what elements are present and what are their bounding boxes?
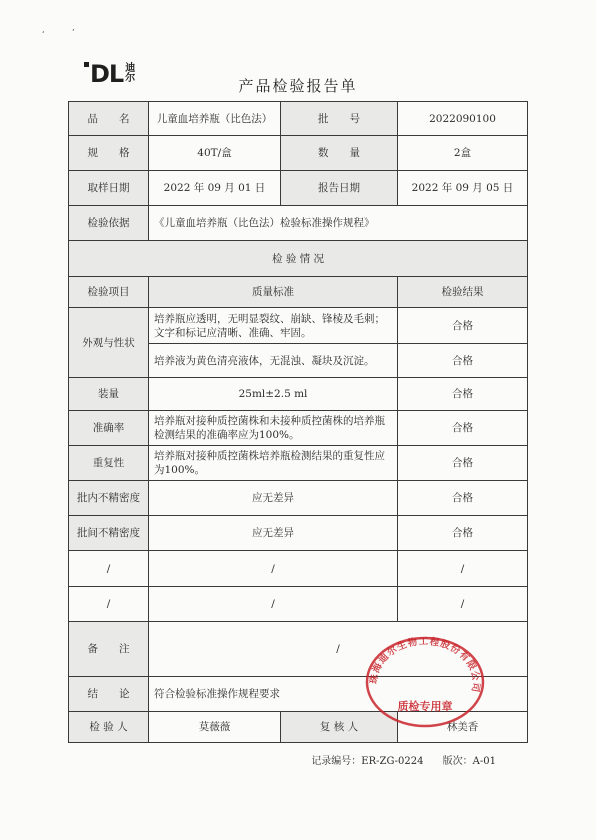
standard-appearance-2: 培养液为黄色清亮液体，无混浊、凝块及沉淀。 xyxy=(149,344,398,378)
row-appearance-1 xyxy=(69,308,528,344)
result-appearance-1: 合格 xyxy=(398,308,528,344)
svg-text:珠海迪尔生物工程股份有限公司 xyxy=(368,635,483,694)
row-repeatability xyxy=(69,446,528,481)
scan-mark: ‘ xyxy=(42,30,45,39)
label-report-date: 报告日期 xyxy=(281,171,398,206)
row-intra-batch xyxy=(69,481,528,516)
conclusion-value: 符合检验标准操作规程要求 xyxy=(149,677,528,712)
row-accuracy xyxy=(69,411,528,446)
quantity-value: 2盒 xyxy=(398,136,528,171)
standard-intra-batch: 应无差异 xyxy=(149,481,398,516)
standard-volume: 25ml±2.5 ml xyxy=(149,378,398,411)
col-header-item: 检验项目 xyxy=(69,277,149,308)
row-basis xyxy=(69,206,528,241)
result-blank-2: / xyxy=(398,587,528,622)
standard-repeatability: 培养瓶对接种质控菌株培养瓶检测结果的重复性应为100%。 xyxy=(149,446,398,481)
item-blank-2: / xyxy=(69,587,149,622)
report-title: 产品检验报告单 xyxy=(238,77,358,95)
item-volume: 装量 xyxy=(69,378,149,411)
record-number: 记录编号：ER-ZG-0224 xyxy=(311,756,424,767)
report-date-value: 2022 年 09 月 05 日 xyxy=(398,171,528,206)
standard-blank-1: / xyxy=(149,551,398,587)
row-product xyxy=(69,102,528,136)
row-section-header xyxy=(69,241,528,277)
result-accuracy: 合格 xyxy=(398,411,528,446)
label-basis: 检验依据 xyxy=(69,206,149,241)
row-spec xyxy=(69,136,528,171)
label-inspector: 检 验 人 xyxy=(69,712,149,743)
logo-text: DL xyxy=(90,60,124,88)
item-inter-batch: 批间不精密度 xyxy=(69,516,149,551)
version: 版次：A-01 xyxy=(442,756,496,767)
footer xyxy=(295,752,496,767)
result-appearance-2: 合格 xyxy=(398,344,528,378)
item-accuracy: 准确率 xyxy=(69,411,149,446)
stamp-center-text: 质检专用章 xyxy=(397,700,453,713)
reviewer-value: 林美香 xyxy=(398,712,528,743)
row-blank-1 xyxy=(69,551,528,587)
stamp-ring-text: 珠海迪尔生物工程股份有限公司 xyxy=(368,636,482,694)
result-volume: 合格 xyxy=(398,378,528,411)
product-name-value: 儿童血培养瓶（比色法） xyxy=(149,102,281,136)
row-inter-batch xyxy=(69,516,528,551)
standard-accuracy: 培养瓶对接种质控菌株和未接种质控菌株的培养瓶检测结果的准确率应为100%。 xyxy=(149,411,398,446)
row-column-headers xyxy=(69,277,528,308)
item-appearance: 外观与性状 xyxy=(69,308,149,378)
spec-value: 40T/盒 xyxy=(149,136,281,171)
col-header-standard: 质量标准 xyxy=(149,277,398,308)
col-header-result: 检验结果 xyxy=(398,277,528,308)
remarks-value: / xyxy=(149,622,528,677)
logo-dot-icon xyxy=(84,62,89,67)
row-volume xyxy=(69,378,528,411)
inspector-value: 莫薇薇 xyxy=(149,712,281,743)
item-repeatability: 重复性 xyxy=(69,446,149,481)
quality-stamp xyxy=(360,630,490,730)
item-blank-1: / xyxy=(69,551,149,587)
standard-blank-2: / xyxy=(149,587,398,622)
label-remarks: 备 注 xyxy=(69,622,149,677)
row-blank-2 xyxy=(69,587,528,622)
item-intra-batch: 批内不精密度 xyxy=(69,481,149,516)
result-intra-batch: 合格 xyxy=(398,481,528,516)
logo-cn-char: 迪 xyxy=(125,63,136,74)
section-title: 检 验 情 况 xyxy=(69,241,528,277)
sampling-date-value: 2022 年 09 月 01 日 xyxy=(149,171,281,206)
result-inter-batch: 合格 xyxy=(398,516,528,551)
label-batch-no: 批 号 xyxy=(281,102,398,136)
result-blank-1: / xyxy=(398,551,528,587)
label-product-name: 品 名 xyxy=(69,102,149,136)
scan-mark: ’ xyxy=(72,28,75,37)
label-spec: 规 格 xyxy=(69,136,149,171)
label-sampling-date: 取样日期 xyxy=(69,171,149,206)
result-repeatability: 合格 xyxy=(398,446,528,481)
label-quantity: 数 量 xyxy=(281,136,398,171)
logo-cn-char: 尔 xyxy=(125,73,136,84)
label-reviewer: 复 核 人 xyxy=(281,712,398,743)
basis-value: 《儿童血培养瓶（比色法）检验标准操作规程》 xyxy=(149,206,528,241)
label-conclusion: 结 论 xyxy=(69,677,149,712)
batch-no-value: 2022090100 xyxy=(398,102,528,136)
standard-appearance-1: 培养瓶应透明，无明显裂纹、崩缺、锋棱及毛刺；文字和标记应清晰、准确、牢固。 xyxy=(149,308,398,344)
row-dates xyxy=(69,171,528,206)
standard-inter-batch: 应无差异 xyxy=(149,516,398,551)
